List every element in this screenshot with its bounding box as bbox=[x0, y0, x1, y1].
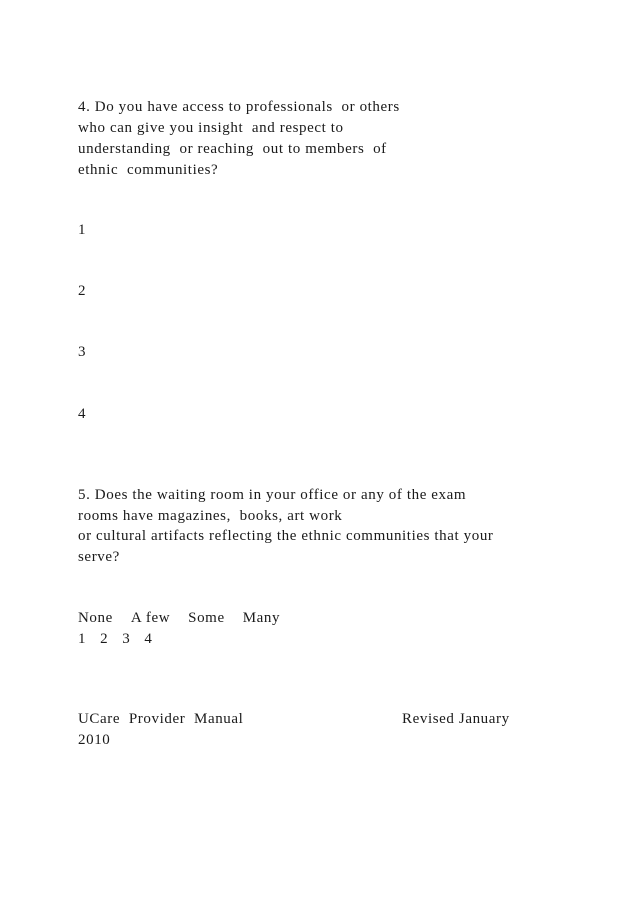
question-4-option-1: 1 bbox=[78, 222, 87, 238]
scale-label-none: None bbox=[78, 610, 113, 626]
question-5-line-2: rooms have magazines, books, art work bbox=[78, 508, 343, 524]
question-4-line-4: ethnic communities? bbox=[78, 162, 219, 178]
question-4-option-2: 2 bbox=[78, 283, 87, 299]
question-4-line-2: who can give you insight and respect to bbox=[78, 120, 344, 136]
scale-number-1: 1 bbox=[78, 631, 87, 647]
footer-manual-title: UCare Provider Manual bbox=[78, 711, 244, 727]
question-4-line-3: understanding or reaching out to members of bbox=[78, 141, 387, 157]
question-4-option-4: 4 bbox=[78, 406, 87, 422]
scale-numbers-row bbox=[78, 629, 152, 649]
scale-number-4: 4 bbox=[144, 631, 153, 647]
footer-year: 2010 bbox=[78, 732, 111, 748]
scale-label-many: Many bbox=[242, 610, 281, 626]
question-4-option-3: 3 bbox=[78, 344, 87, 360]
question-5-line-3: or cultural artifacts reflecting the ethnic communities that your bbox=[78, 528, 494, 544]
question-5-line-4: serve? bbox=[78, 549, 120, 565]
scale-labels-row bbox=[78, 608, 280, 628]
footer-revision: Revised January bbox=[402, 711, 510, 727]
scale-number-2: 2 bbox=[100, 631, 109, 647]
scale-number-3: 3 bbox=[122, 631, 131, 647]
question-4-line-1: 4. Do you have access to professionals or others bbox=[78, 99, 400, 115]
question-5-line-1: 5. Does the waiting room in your office or any of the exam bbox=[78, 487, 467, 503]
scale-label-some: Some bbox=[188, 610, 225, 626]
scale-label-a-few: A few bbox=[130, 610, 171, 626]
